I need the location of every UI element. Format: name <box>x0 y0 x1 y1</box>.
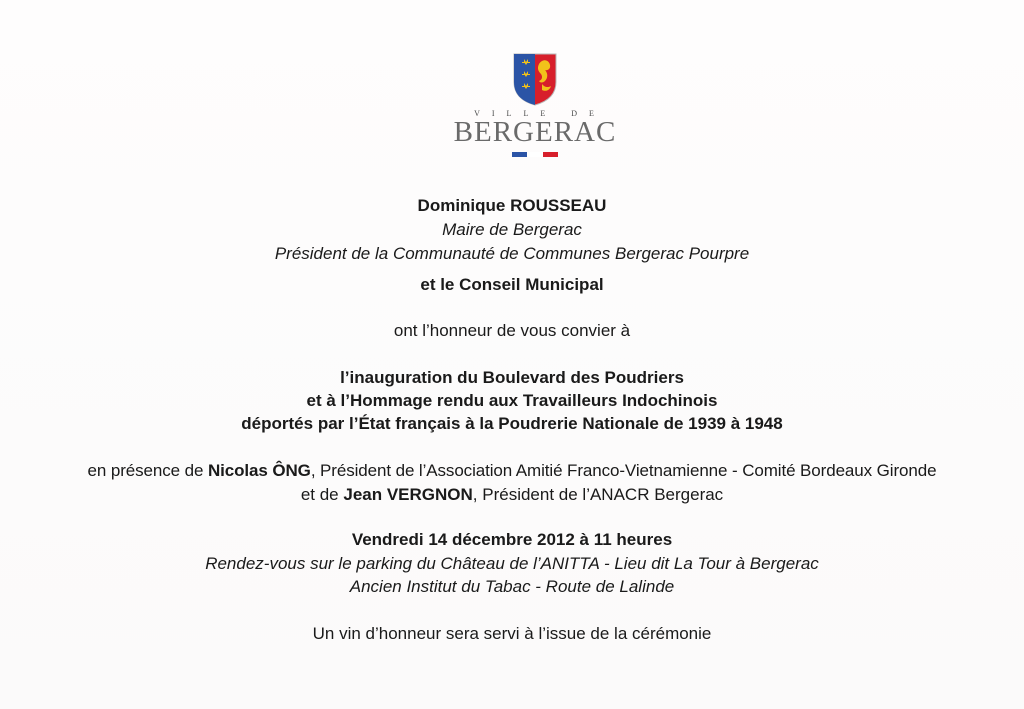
invitation-line: ont l’honneur de vous convier à <box>393 321 631 340</box>
city-name: BERGERAC <box>453 116 617 148</box>
presence-suffix-2: , Président de l’ANACR Bergerac <box>472 485 724 504</box>
presence-line-1 <box>0 461 1024 481</box>
host-role-president: Président de la Communauté de Communes Bergerac Pourpre <box>274 244 750 263</box>
presence-prefix-1: en présence de <box>87 461 208 480</box>
flag-bar <box>512 152 558 157</box>
closing-line: Un vin d’honneur sera servi à l’issue de la cérémonie <box>312 624 712 643</box>
council-line: et le Conseil Municipal <box>420 275 604 294</box>
event-line-3: déportés par l’État français à la Poudrerie Nationale de 1939 à 1948 <box>241 414 783 433</box>
guest-name-1: Nicolas ÔNG <box>207 461 311 480</box>
ville-de-label: VILLE DE <box>474 109 606 118</box>
guest-name-2: Jean VERGNON <box>343 485 473 504</box>
event-line-1: l’inauguration du Boulevard des Poudriers <box>340 368 684 387</box>
presence-suffix-1: , Président de l’Association Amitié Franco-Vietnamienne - Comité Bordeaux Gironde <box>310 461 937 480</box>
event-date: Vendredi 14 décembre 2012 à 11 heures <box>351 530 673 549</box>
coat-of-arms-icon <box>512 52 558 106</box>
host-role-mayor: Maire de Bergerac <box>442 220 582 239</box>
meeting-address: Ancien Institut du Tabac - Route de Lalinde <box>349 577 675 596</box>
presence-line-2 <box>0 485 1024 505</box>
meeting-place: Rendez-vous sur le parking du Château de l’ANITTA - Lieu dit La Tour à Bergerac <box>205 554 819 573</box>
bergerac-logo <box>452 52 618 160</box>
host-name: Dominique ROUSSEAU <box>417 196 607 215</box>
event-line-2: et à l’Hommage rendu aux Travailleurs Indochinois <box>306 391 718 410</box>
presence-prefix-2: et de <box>300 485 344 504</box>
